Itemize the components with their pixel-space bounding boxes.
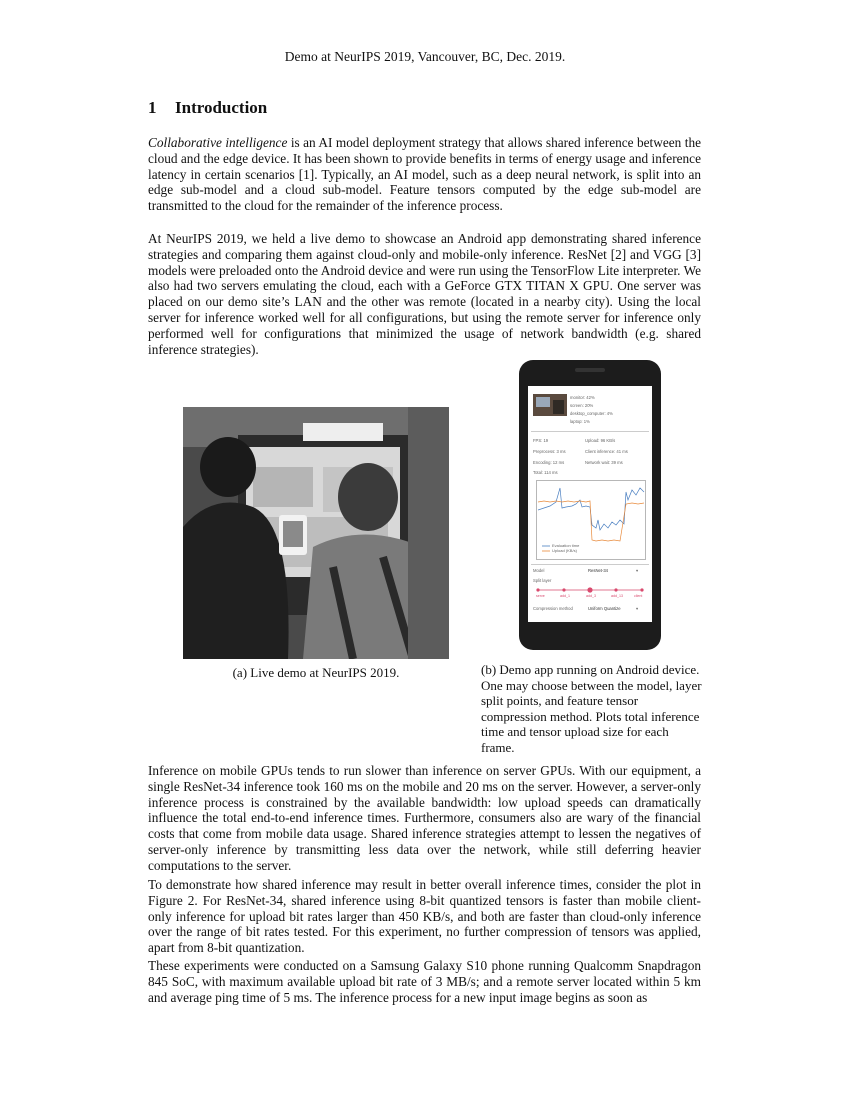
demo-photo bbox=[183, 407, 449, 659]
split-label-add_13: add_13 bbox=[611, 594, 623, 598]
chevron-down-icon[interactable]: ▾ bbox=[636, 568, 639, 573]
prediction-2: screen: 20% bbox=[570, 403, 594, 408]
paragraph-1-text: is an AI model deployment strategy that allows shared inference between the cloud and the edge device. It has been shown to provide benefits in terms of energy usage and inference latency in certain scenarios [1]. Typically, an AI model, such as a deep neural network, is split into an edge sub-model and a cloud sub-model. Feature tensors computed by the edge sub-model are transmitted to the cloud for the remainder of the inference process. bbox=[148, 135, 701, 214]
caption-b: (b) Demo app running on Android device. One may choose between the model, layer split points, and feature tensor compression method. Plots total inference time and tensor upload size for each frame. bbox=[481, 662, 702, 755]
emphasis-term: Collaborative intelligence bbox=[148, 135, 288, 150]
legend-upload: Upload (KB/s) bbox=[552, 548, 577, 553]
stat-client-inference: Client inference: 41 ms bbox=[585, 449, 628, 454]
split-label-client: client bbox=[634, 594, 643, 598]
split-point-add_3 bbox=[587, 587, 592, 592]
stat-encoding: Encoding: 12 ms bbox=[533, 460, 565, 465]
header-note: Demo at NeurIPS 2019, Vancouver, BC, Dec. 2019. bbox=[284, 49, 566, 64]
split-point-serve bbox=[536, 588, 539, 591]
stat-preprocess: Preprocess: 3 ms bbox=[533, 449, 566, 454]
paragraph-2: At NeurIPS 2019, we held a live demo to showcase an Android app demonstrating shared inference strategies and comparing them against cloud-only and mobile-only inference. ResNet [2] and VGG [3] models were preloaded onto the Android device and were run using the TensorFlow Lite interpreter. We also had two servers emulating the cloud, each with a GeForce GTX TITAN X GPU. One server was placed on our demo site’s LAN and the other was remote (located in a nearby city). Using the local server for inference worked well for all configurations, but using the remote server for inference only performed well for configurations that minimized the usage of network bandwidth (e.g. shared inference strategies). bbox=[148, 231, 701, 357]
compression-label: Compression method bbox=[533, 606, 573, 611]
section-title: Introduction bbox=[175, 98, 268, 117]
stat-fps: FPS: 19 bbox=[533, 438, 549, 443]
split-point-add_1 bbox=[562, 588, 565, 591]
prediction-4: laptop: 1% bbox=[570, 419, 590, 424]
caption-a: (a) Live demo at NeurIPS 2019. bbox=[232, 665, 400, 680]
phone-screen bbox=[528, 386, 652, 622]
split-label-add_1: add_1 bbox=[560, 594, 570, 598]
divider bbox=[531, 564, 649, 565]
stat-total: Total: 114 ms bbox=[533, 470, 558, 475]
phone-speaker bbox=[575, 368, 605, 372]
split-point-add_13 bbox=[614, 588, 617, 591]
camera-preview bbox=[533, 394, 567, 416]
model-select[interactable]: ResNet-34 bbox=[588, 568, 609, 573]
prediction-3: desktop_computer: 4% bbox=[570, 411, 613, 416]
section-number: 1 bbox=[148, 98, 157, 117]
model-label: Model bbox=[533, 568, 545, 573]
paragraph-5: These experiments were conducted on a Samsung Galaxy S10 phone running Qualcomm Snapdragon 845 SoC, with maximum available upload bit rate of 3 MB/s; and a remote server located within 5 km and average ping time of 5 ms. The inference process for a new input image begins as soon as bbox=[148, 958, 701, 1005]
prediction-1: monitor: 42% bbox=[570, 395, 595, 400]
stat-network-wait: Network wait: 39 ms bbox=[585, 460, 623, 465]
demo-photo-illustration bbox=[183, 407, 449, 659]
paragraph-1 bbox=[148, 135, 701, 214]
split-layer-label: Split layer bbox=[533, 578, 552, 583]
stat-upload: Upload: 96 KB/s bbox=[585, 438, 616, 443]
split-label-serve: serve bbox=[536, 594, 545, 598]
split-label-add_3: add_3 bbox=[586, 594, 596, 598]
compression-select[interactable]: Uniform Quantize bbox=[588, 606, 621, 611]
paragraph-3: Inference on mobile GPUs tends to run slower than inference on server GPUs. With our equipment, a single ResNet-34 inference took 160 ms on the mobile and 20 ms on the server. However, a server-only inference process is constrained by the available bandwidth: low upload speeds can dramatically influence the total end-to-end inference times. Furthermore, consumers also are wary of the financial costs that come from mobile data usage. Shared inference strategies attempt to lessen the negatives of server-only inference by transmitting less data over the network, while still deferring heavier computations to the server. bbox=[148, 763, 701, 873]
paragraph-4: To demonstrate how shared inference may result in better overall inference times, consider the plot in Figure 2. For ResNet-34, shared inference using 8-bit quantized tensors is faster than mobile client-only inference for upload bit rates larger than 450 KB/s, and both are faster than cloud-only inference over the range of bit rates tested. For this experiment, no further compression of tensors was applied, apart from 8-bit quantization. bbox=[148, 877, 701, 956]
section-heading bbox=[148, 98, 267, 118]
legend-eval: Evaluation time bbox=[552, 543, 580, 548]
chevron-down-icon[interactable]: ▾ bbox=[636, 606, 639, 611]
split-point-client bbox=[640, 588, 643, 591]
divider bbox=[531, 431, 649, 432]
